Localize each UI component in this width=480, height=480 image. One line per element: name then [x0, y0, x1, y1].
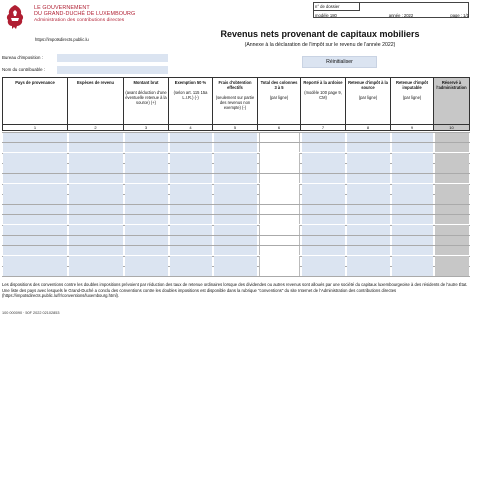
table-cell-row2-col5[interactable] — [214, 143, 257, 153]
column-number-9: 9 — [391, 125, 434, 131]
table-cell-row1-col1[interactable] — [3, 133, 67, 143]
table-cell-row10-col6 — [259, 225, 300, 235]
table-cell-row5-col3[interactable] — [125, 174, 168, 184]
table-cell-row7-col6 — [259, 194, 300, 204]
reset-button[interactable]: Réinitialiser — [302, 56, 377, 68]
table-cell-row10-col5[interactable] — [214, 225, 257, 235]
column-subtitle-4: (selon art. 115 15a L.I.R.) (-) — [173, 90, 208, 100]
table-cell-row5-col6 — [259, 174, 300, 184]
table-cell-row9-col1[interactable] — [3, 215, 67, 225]
table-cell-row9-col10 — [435, 215, 469, 225]
table-cell-row3-col6 — [259, 153, 300, 163]
table-cell-row6-col1[interactable] — [3, 184, 67, 194]
column-number-4: 4 — [169, 125, 213, 131]
table-cell-row9-col2[interactable] — [69, 215, 123, 225]
table-cell-row14-col5[interactable] — [214, 266, 257, 276]
column-header-4 — [169, 77, 213, 125]
table-cell-row5-col8[interactable] — [347, 174, 390, 184]
table-cell-row12-col7[interactable] — [302, 246, 345, 256]
table-cell-row6-col9[interactable] — [392, 184, 433, 194]
table-cell-row10-col1[interactable] — [3, 225, 67, 235]
table-cell-row9-col7[interactable] — [302, 215, 345, 225]
gov-line2: DU GRAND-DUCHÉ DE LUXEMBOURG — [34, 11, 136, 18]
page-subtitle: (Annexe à la déclaration de l'impôt sur le revenu de l'année 2022) — [244, 42, 396, 48]
form-reference: 100 000090 · 50F 2022 02102853 — [2, 311, 60, 315]
table-cell-row7-col7[interactable] — [302, 194, 345, 204]
table-cell-row13-col7[interactable] — [302, 256, 345, 266]
dossier-number-label: n° de dossier — [314, 3, 360, 11]
bureau-input[interactable] — [57, 54, 168, 62]
table-cell-row7-col1[interactable] — [3, 194, 67, 204]
table-cell-row9-col8[interactable] — [347, 215, 390, 225]
table-cell-row14-col2[interactable] — [69, 266, 123, 276]
table-cell-row5-col9[interactable] — [392, 174, 433, 184]
column-header-2 — [68, 77, 124, 125]
column-title-7: Reporté à la ardoise — [303, 80, 343, 85]
table-bottom-border — [2, 276, 470, 277]
dossier-meta-box — [313, 2, 469, 18]
table-cell-row13-col3[interactable] — [125, 256, 168, 266]
table-cell-row6-col6 — [259, 184, 300, 194]
table-cell-row8-col9[interactable] — [392, 205, 433, 215]
column-title-9: Retenue d'impôt imputable — [396, 80, 428, 90]
table-cell-row13-col8[interactable] — [347, 256, 390, 266]
table-cell-row3-col7[interactable] — [302, 153, 345, 163]
table-cell-row6-col8[interactable] — [347, 184, 390, 194]
table-cell-row10-col10 — [435, 225, 469, 235]
table-cell-row4-col4[interactable] — [170, 163, 212, 173]
table-cell-row10-col8[interactable] — [347, 225, 390, 235]
table-cell-row12-col10 — [435, 246, 469, 256]
table-cell-row8-col2[interactable] — [69, 205, 123, 215]
table-cell-row11-col9[interactable] — [392, 236, 433, 246]
table-cell-row2-col6 — [259, 143, 300, 153]
table-cell-row12-col4[interactable] — [170, 246, 212, 256]
column-subtitle-5: (seulement sur partie des revenus non exempte) (-) — [215, 95, 255, 110]
table-cell-row12-col8[interactable] — [347, 246, 390, 256]
table-cell-row3-col5[interactable] — [214, 153, 257, 163]
column-header-5 — [213, 77, 258, 125]
table-cell-row10-col7[interactable] — [302, 225, 345, 235]
table-cell-row13-col6 — [259, 256, 300, 266]
column-number-1: 1 — [2, 125, 68, 131]
table-cell-row6-col7[interactable] — [302, 184, 345, 194]
table-cell-row13-col1[interactable] — [3, 256, 67, 266]
table-cell-row3-col2[interactable] — [69, 153, 123, 163]
column-title-2: Espèces de revenu — [76, 80, 115, 85]
table-cell-row7-col10 — [435, 194, 469, 204]
table-cell-row14-col3[interactable] — [125, 266, 168, 276]
table-cell-row8-col10 — [435, 205, 469, 215]
column-number-2: 2 — [68, 125, 124, 131]
table-cell-row8-col1[interactable] — [3, 205, 67, 215]
table-cell-row12-col2[interactable] — [69, 246, 123, 256]
table-cell-row14-col1[interactable] — [3, 266, 67, 276]
table-cell-row4-col7[interactable] — [302, 163, 345, 173]
table-cell-row11-col1[interactable] — [3, 236, 67, 246]
table-cell-row4-col8[interactable] — [347, 163, 390, 173]
table-cell-row6-col2[interactable] — [69, 184, 123, 194]
table-cell-row14-col4[interactable] — [170, 266, 212, 276]
table-cell-row6-col3[interactable] — [125, 184, 168, 194]
table-cell-row9-col9[interactable] — [392, 215, 433, 225]
column-header-7 — [301, 77, 346, 125]
table-cell-row3-col3[interactable] — [125, 153, 168, 163]
column-header-10 — [434, 77, 470, 125]
table-cell-row3-col10 — [435, 153, 469, 163]
table-cell-row11-col4[interactable] — [170, 236, 212, 246]
table-cell-row1-col3[interactable] — [125, 133, 168, 143]
bureau-label: Bureau d'imposition : — [2, 55, 43, 60]
table-cell-row3-col4[interactable] — [170, 153, 212, 163]
column-title-8: Retenue d'impôt à la source — [348, 80, 388, 90]
table-cell-row11-col10 — [435, 236, 469, 246]
table-cell-row4-col10 — [435, 163, 469, 173]
column-subtitle-3: (avant déduction d'une éventuelle retenue à la source) (+) — [125, 90, 167, 105]
table-cell-row7-col9[interactable] — [392, 194, 433, 204]
table-cell-row8-col5[interactable] — [214, 205, 257, 215]
column-title-5: Frais d'obtention effectifs — [218, 80, 252, 90]
table-cell-row4-col3[interactable] — [125, 163, 168, 173]
table-cell-row13-col4[interactable] — [170, 256, 212, 266]
table-cell-row11-col5[interactable] — [214, 236, 257, 246]
table-cell-row2-col10 — [435, 143, 469, 153]
table-cell-row11-col6 — [259, 236, 300, 246]
table-cell-row8-col6 — [259, 205, 300, 215]
column-subtitle-6: (par ligne) — [269, 95, 289, 100]
table-cell-row7-col3[interactable] — [125, 194, 168, 204]
table-cell-row5-col7[interactable] — [302, 174, 345, 184]
column-header-8 — [346, 77, 391, 125]
table-cell-row2-col7[interactable] — [302, 143, 345, 153]
column-header-6 — [258, 77, 301, 125]
table-cell-row8-col8[interactable] — [347, 205, 390, 215]
table-cell-row3-col1[interactable] — [3, 153, 67, 163]
table-cell-row6-col10 — [435, 184, 469, 194]
table-cell-row3-col9[interactable] — [392, 153, 433, 163]
table-cell-row1-col6 — [259, 133, 300, 143]
column-subtitle-7: (modèle 100 page 9, CM) — [304, 90, 342, 100]
table-cell-row1-col8[interactable] — [347, 133, 390, 143]
table-cell-row1-col7[interactable] — [302, 133, 345, 143]
column-number-3: 3 — [124, 125, 169, 131]
table-cell-row10-col9[interactable] — [392, 225, 433, 235]
table-cell-row7-col5[interactable] — [214, 194, 257, 204]
table-cell-row11-col2[interactable] — [69, 236, 123, 246]
government-header — [34, 5, 135, 24]
column-title-6: Total des colonnes 3 à 5 — [260, 80, 298, 90]
column-number-5: 5 — [213, 125, 258, 131]
table-cell-row6-col4[interactable] — [170, 184, 212, 194]
table-cell-row10-col3[interactable] — [125, 225, 168, 235]
table-cell-row13-col9[interactable] — [392, 256, 433, 266]
table-cell-row9-col3[interactable] — [125, 215, 168, 225]
column-header-1 — [2, 77, 68, 125]
column-title-3: Montant brut — [133, 80, 159, 85]
table-cell-row6-col5[interactable] — [214, 184, 257, 194]
table-cell-row13-col10 — [435, 256, 469, 266]
table-cell-row10-col2[interactable] — [69, 225, 123, 235]
table-cell-row9-col6 — [259, 215, 300, 225]
table-cell-row7-col2[interactable] — [69, 194, 123, 204]
column-header-3 — [124, 77, 169, 125]
table-cell-row12-col6 — [259, 246, 300, 256]
table-cell-row5-col10 — [435, 174, 469, 184]
table-cell-row2-col3[interactable] — [125, 143, 168, 153]
disclaimer-text: Les dispositions des conventions contre les doubles impositions prévoient par réduction des taux de retenue ordinaires lorsque des dividendes ou autres revenus sont alloués par une société du capitaux luxembourgeoise à des résidents de l'autre État. Une liste des pays avec lesquels le Grand-Duché a conclu des conventions contre les doubles impositions est disponible dans la rubrique "conventions" du site Internet de l'Administration des contributions directes (https://impotsdirects.public.lu/fr/conventions/luxembourg.html). — [2, 282, 468, 298]
table-cell-row14-col9[interactable] — [392, 266, 433, 276]
column-number-10: 10 — [434, 125, 470, 131]
table-cell-row14-col7[interactable] — [302, 266, 345, 276]
table-cell-row8-col7[interactable] — [302, 205, 345, 215]
table-cell-row5-col4[interactable] — [170, 174, 212, 184]
column-title-1: Pays de provenance — [15, 80, 55, 85]
table-cell-row5-col1[interactable] — [3, 174, 67, 184]
table-cell-row12-col9[interactable] — [392, 246, 433, 256]
table-cell-row1-col9[interactable] — [392, 133, 433, 143]
luxembourg-lion-icon — [4, 4, 26, 30]
column-number-6: 6 — [258, 125, 301, 131]
table-cell-row4-col2[interactable] — [69, 163, 123, 173]
table-cell-row8-col4[interactable] — [170, 205, 212, 215]
column-subtitle-8: (par ligne) — [358, 95, 378, 100]
table-cell-row11-col8[interactable] — [347, 236, 390, 246]
gov-line1: LE GOUVERNEMENT — [34, 5, 90, 11]
table-cell-row12-col3[interactable] — [125, 246, 168, 256]
column-title-4: Exemption 50 % — [174, 80, 207, 85]
table-cell-row5-col2[interactable] — [69, 174, 123, 184]
table-cell-row8-col3[interactable] — [125, 205, 168, 215]
table-cell-row1-col5[interactable] — [214, 133, 257, 143]
nom-label: Nom du contribuable : — [2, 67, 45, 72]
table-cell-row14-col6 — [259, 266, 300, 276]
table-cell-row4-col6 — [259, 163, 300, 173]
page-indicator: page : 1/1 — [450, 12, 469, 18]
table-cell-row4-col5[interactable] — [214, 163, 257, 173]
table-cell-row7-col4[interactable] — [170, 194, 212, 204]
table-cell-row5-col5[interactable] — [214, 174, 257, 184]
table-cell-row12-col5[interactable] — [214, 246, 257, 256]
page-title: Revenus nets provenant de capitaux mobiliers — [220, 29, 420, 39]
table-cell-row3-col8[interactable] — [347, 153, 390, 163]
column-title-10: Réservé à l'administration — [436, 80, 467, 90]
table-cell-row2-col9[interactable] — [392, 143, 433, 153]
table-cell-row13-col5[interactable] — [214, 256, 257, 266]
table-cell-row13-col2[interactable] — [69, 256, 123, 266]
table-cell-row1-col10 — [435, 133, 469, 143]
gov-line3: Administration des contributions directes — [34, 17, 125, 23]
table-cell-row1-col4[interactable] — [170, 133, 212, 143]
table-cell-row11-col3[interactable] — [125, 236, 168, 246]
column-subtitle-9: (par ligne) — [402, 95, 422, 100]
column-number-7: 7 — [301, 125, 346, 131]
table-cell-row4-col1[interactable] — [3, 163, 67, 173]
table-cell-row7-col8[interactable] — [347, 194, 390, 204]
form-meta-row — [314, 11, 470, 19]
table-cell-row2-col1[interactable] — [3, 143, 67, 153]
table-cell-row2-col4[interactable] — [170, 143, 212, 153]
table-cell-row1-col2[interactable] — [69, 133, 123, 143]
table-cell-row10-col4[interactable] — [170, 225, 212, 235]
column-number-8: 8 — [346, 125, 391, 131]
table-cell-row14-col10 — [435, 266, 469, 276]
table-cell-row9-col5[interactable] — [214, 215, 257, 225]
table-cell-row2-col2[interactable] — [69, 143, 123, 153]
table-cell-row14-col8[interactable] — [347, 266, 390, 276]
table-cell-row9-col4[interactable] — [170, 215, 212, 225]
table-cell-row4-col9[interactable] — [392, 163, 433, 173]
table-cell-row12-col1[interactable] — [3, 246, 67, 256]
table-cell-row11-col7[interactable] — [302, 236, 345, 246]
form-model: modèle 180 — [315, 12, 337, 18]
column-header-9 — [391, 77, 434, 125]
form-year: année : 2022 — [388, 12, 414, 18]
website-url[interactable]: https://impotsdirects.public.lu — [35, 37, 89, 42]
nom-input[interactable] — [57, 66, 168, 74]
table-cell-row2-col8[interactable] — [347, 143, 390, 153]
